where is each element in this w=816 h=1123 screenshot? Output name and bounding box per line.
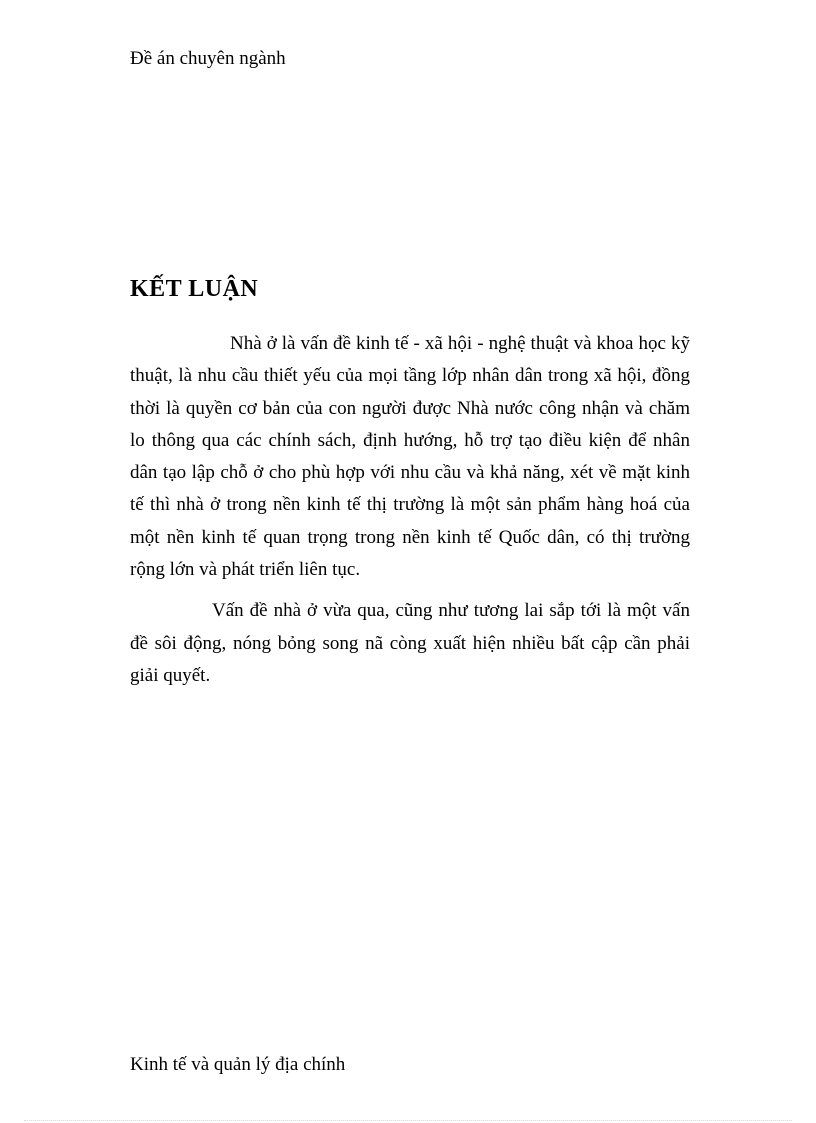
paragraph-1: Nhà ở là vấn đề kinh tế - xã hội - nghệ thuật và khoa học kỹ thuật, là nhu cầu thiết yếu của mọi tầng lớp nhân dân trong xã hội, đồng thời là quyền cơ bản của con người được Nhà nước công nhận và chăm lo thông qua các chính sách, định hướng, hỗ trợ tạo điều kiện để nhân dân tạo lập chỗ ở cho phù hợp với nhu cầu và khả năng, xét về mặt kinh tế thì nhà ở trong nền kinh tế thị trường là một sản phẩm hàng hoá của một nền kinh tế quan trọng trong nền kinh tế Quốc dân, có thị trường rộng lớn và phát triển liên tục.: [130, 333, 690, 581]
page-bottom-divider: [24, 1120, 792, 1121]
body-text: [130, 328, 690, 692]
page-footer: Kinh tế và quản lý địa chính: [130, 1054, 346, 1075]
paragraph-2: Vấn đề nhà ở vừa qua, cũng như tương lai sắp tới là một vấn đề sôi động, nóng bỏng song nã còng xuất hiện nhiều bất cập cần phải giải quyết.: [130, 600, 690, 686]
section-title: KẾT LUẬN: [130, 276, 259, 302]
page-header: Đề án chuyên ngành: [130, 48, 286, 69]
